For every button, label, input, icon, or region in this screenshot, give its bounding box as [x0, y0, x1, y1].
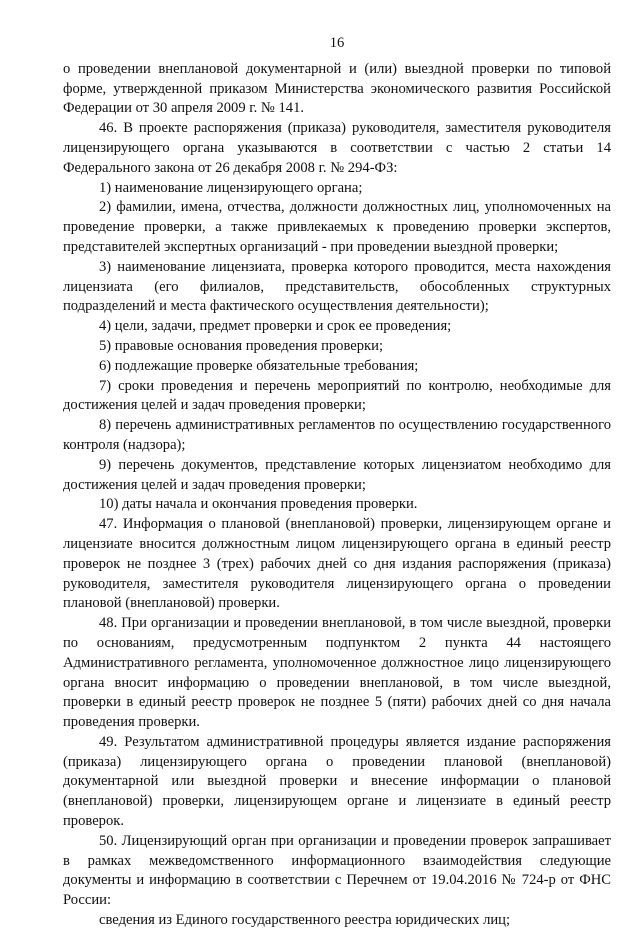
paragraph: 50. Лицензирующий орган при организации и проведении проверок запрашивает в рамках межведомственного информационного взаимодействия следующие документы и информацию в соответствии с Перечнем от 19.04.2016 № 724-р от ФНС России: — [63, 832, 611, 909]
paragraph: 2) фамилии, имена, отчества, должности должностных лиц, уполномоченных на проведение проверки, а также привлекаемых к проведению проверки экспертов, представителей экспертных организаций - при проведении выездной проверки; — [63, 199, 611, 255]
paragraph: 46. В проекте распоряжения (приказа) руководителя, заместителя руководителя лицензирующего органа указываются в соответствии с частью 2 статьи 14 Федерального закона от 26 декабря 2008 г. № 294-ФЗ: — [63, 120, 611, 176]
paragraph: 4) цели, задачи, предмет проверки и срок ее проведения; — [99, 318, 452, 335]
paragraph: 7) сроки проведения и перечень мероприятий по контролю, необходимые для достижения целей и задач проведения проверки; — [63, 377, 611, 414]
paragraph: 47. Информация о плановой (внеплановой) проверки, лицензирующем органе и лицензиате вносится должностным лицом лицензирующего органа в единый реестр проверок не позднее 3 (трех) рабочих дней со дня издания распоряжения (приказа) руководителя, заместителя руководителя лицензирующего органа о проведении плановой (внеплановой) проверки. — [63, 516, 611, 612]
paragraph: 9) перечень документов, представление которых лицензиатом необходимо для достижения целей и задач проведения проверки; — [63, 456, 611, 493]
paragraph: 49. Результатом административной процедуры является издание распоряжения (приказа) лицензирующего органа о проведении плановой (внеплановой) документарной или выездной проверки и внесение информации о плановой (внеплановой) проверки, лицензирующем органе и лицензиате в единый реестр проверок. — [63, 733, 611, 830]
document-body — [63, 60, 611, 931]
paragraph: сведения из Единого государственного реестра юридических лиц; — [99, 912, 511, 929]
paragraph: 5) правовые основания проведения проверки; — [99, 337, 384, 354]
paragraph: 3) наименование лицензиата, проверка которого проводится, места нахождения лицензиата (его филиалов, представительств, обособленных структурных подразделений и места фактического осуществления деятельности); — [63, 258, 611, 315]
paragraph: 8) перечень административных регламентов по осуществлению государственного контроля (надзора); — [63, 417, 611, 453]
paragraph: 1) наименование лицензирующего органа; — [99, 179, 363, 196]
document-page — [63, 34, 611, 931]
paragraph: 10) даты начала и окончания проведения проверки. — [99, 496, 418, 513]
paragraph: 48. При организации и проведении внеплановой, в том числе выездной, проверки по основаниям, предусмотренным подпунктом 2 пункта 44 настоящего Административного регламента, уполномоченное должностное лицо лицензирующего органа вносит информацию о проведении внеплановой, в том числе выездной, проверки в единый реестр проверок не позднее 5 (пяти) рабочих дней со дня начала проведения проверки. — [63, 615, 611, 731]
page-number: 16 — [329, 35, 345, 51]
paragraph: о проведении внеплановой документарной и (или) выездной проверки по типовой форме, утвержденной приказом Министерства экономического развития Российской Федерации от 30 апреля 2009 г. № 141. — [63, 60, 611, 117]
paragraph: 6) подлежащие проверке обязательные требования; — [99, 357, 419, 374]
